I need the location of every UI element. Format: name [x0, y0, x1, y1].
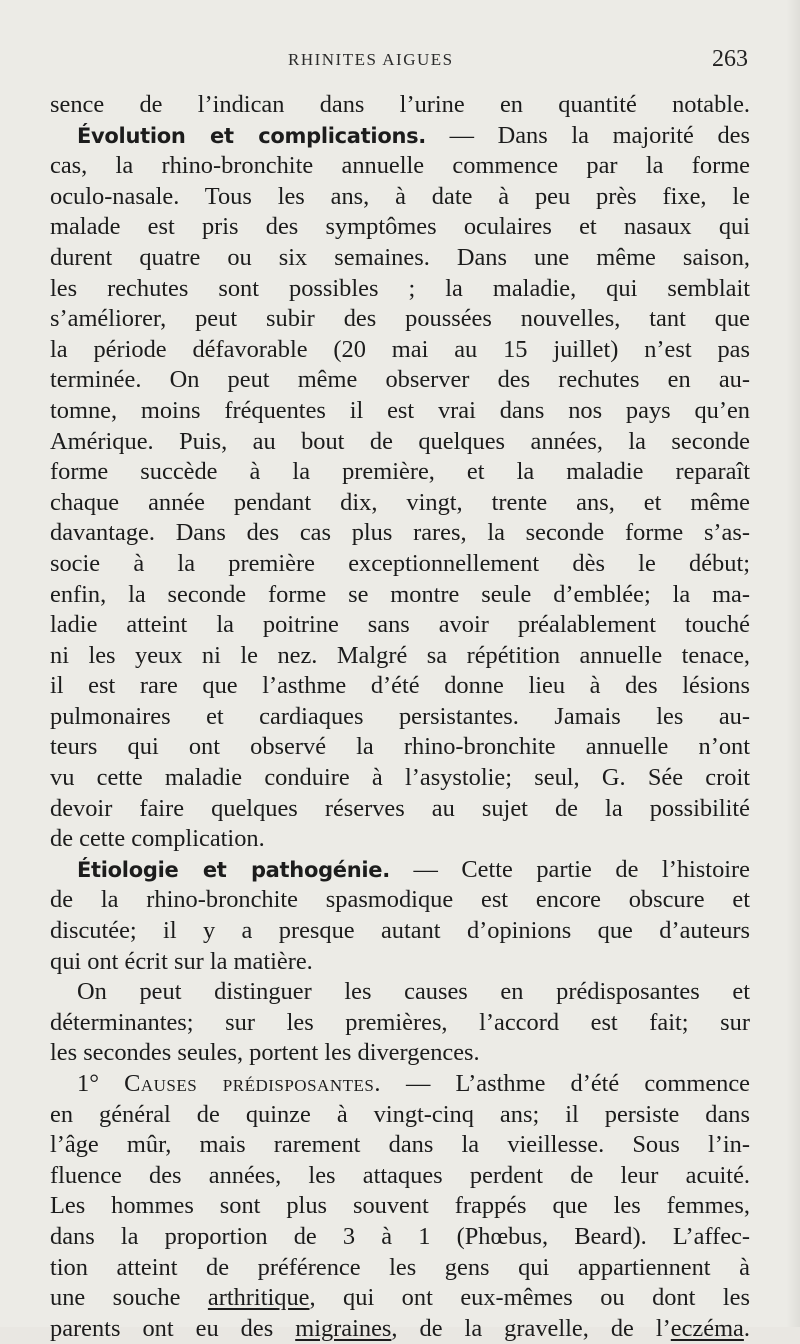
text-run: — L’asthme d’été commence	[380, 1070, 750, 1097]
section-heading-line	[50, 855, 750, 886]
running-title: RHINITES AIGUES	[288, 50, 454, 69]
text-line: enfin, la seconde forme se montre seule d’emblée; la ma-	[50, 580, 750, 608]
section-heading-line	[50, 121, 750, 152]
text-line: dans la proportion de 3 à 1 (Phœbus, Beard). L’affec-	[50, 1222, 750, 1250]
text-line: tion atteint de préférence les gens qui appartiennent à	[50, 1253, 750, 1281]
text-line: ni les yeux ni le nez. Malgré sa répétition annuelle tenace,	[50, 641, 750, 669]
text-run: — Cette partie de l’histoire	[389, 855, 750, 883]
subsection-heading-line	[50, 1069, 750, 1100]
text-line: ladie atteint la poitrine sans avoir préalablement touché	[50, 611, 750, 639]
text-line: en général de quinze à vingt-cinq ans; il persiste dans	[50, 1100, 750, 1128]
text-line: il est rare que l’asthme d’été donne lieu à des lésions	[50, 672, 750, 700]
text-line: l’âge mûr, mais rarement dans la vieillesse. Sous l’in-	[50, 1131, 750, 1159]
text-line: oculo-nasale. Tous les ans, à date à peu près fixe, le	[50, 182, 750, 210]
underlined-word: arthritique	[207, 1284, 310, 1312]
text-line: de la rhino-bronchite spasmodique est encore obscure et	[50, 886, 750, 914]
text-line: pulmonaires et cardiaques persistantes. Jamais les au-	[50, 702, 750, 730]
page-number: 263	[712, 46, 748, 72]
section-heading-etiologie: Étiologie et pathogénie.	[77, 857, 390, 882]
text-line: Les hommes sont plus souvent frappés que les femmes,	[50, 1192, 750, 1220]
text-line: les secondes seules, portent les divergences.	[50, 1039, 480, 1067]
section-heading-evolution: Évolution et complications.	[77, 123, 426, 148]
text-line: teurs qui ont observé la rhino-bronchite annuelle n’ont	[50, 733, 750, 761]
text-line: devoir faire quelques réserves au sujet de la possibilité	[50, 794, 750, 822]
underlined-word: migraines	[295, 1314, 392, 1342]
text-line: discutée; il y a presque autant d’opinions que d’auteurs	[50, 917, 750, 945]
text-line: la période défavorable (20 mai au 15 juillet) n’est pas	[50, 335, 750, 363]
text-line: les rechutes sont possibles ; la maladie, qui semblait	[50, 274, 750, 302]
text-line: durent quatre ou six semaines. Dans une même saison,	[50, 243, 750, 271]
text-run: parents ont eu des	[50, 1314, 296, 1342]
text-line: vu cette maladie conduire à l’asystolie; seul, G. Sée croit	[50, 764, 750, 792]
text-run: , de la gravelle, de l’	[391, 1314, 671, 1342]
subsection-number: 1°	[77, 1070, 125, 1097]
text-line: déterminantes; sur les premières, l’accord est fait; sur	[50, 1008, 750, 1036]
text-line: fluence des années, les attaques perdent de leur acuité.	[50, 1161, 750, 1189]
text-line: s’améliorer, peut subir des poussées nouvelles, tant que	[50, 305, 750, 333]
body-text	[50, 90, 750, 1344]
text-run: — Dans la majorité des	[425, 121, 750, 149]
text-line: de cette complication.	[50, 825, 265, 853]
text-line: cas, la rhino-bronchite annuelle commence par la forme	[50, 152, 750, 180]
underlined-word: eczéma	[670, 1314, 744, 1342]
text-line: malade est pris des symptômes oculaires et nasaux qui	[50, 213, 750, 241]
page-header	[0, 46, 800, 76]
text-run: une souche	[50, 1284, 208, 1312]
text-line: On peut distinguer les causes en prédisposantes et	[77, 978, 750, 1006]
subsection-heading-causes: Causes prédisposantes.	[124, 1070, 381, 1097]
text-line-underlined	[50, 1283, 750, 1314]
text-line: qui ont écrit sur la matière.	[50, 947, 313, 975]
text-line: Amérique. Puis, au bout de quelques années, la seconde	[50, 427, 750, 455]
text-line: davantage. Dans des cas plus rares, la seconde forme s’as-	[50, 519, 750, 547]
text-line: tomne, moins fréquentes il est vrai dans nos pays qu’en	[50, 396, 750, 424]
text-line-underlined	[50, 1314, 750, 1344]
page-edge-shadow	[786, 0, 800, 1327]
text-line: socie à la première exceptionnellement dès le début;	[50, 549, 750, 577]
text-run: , qui ont eux-mêmes ou dont les	[309, 1284, 750, 1312]
text-line: sence de l’indican dans l’urine en quantité notable.	[50, 91, 750, 118]
text-line: chaque année pendant dix, vingt, trente ans, et même	[50, 488, 750, 516]
text-line: terminée. On peut même observer des rechutes en au-	[50, 366, 750, 394]
text-run: .	[743, 1314, 750, 1342]
text-line: forme succède à la première, et la maladie reparaît	[50, 458, 750, 486]
